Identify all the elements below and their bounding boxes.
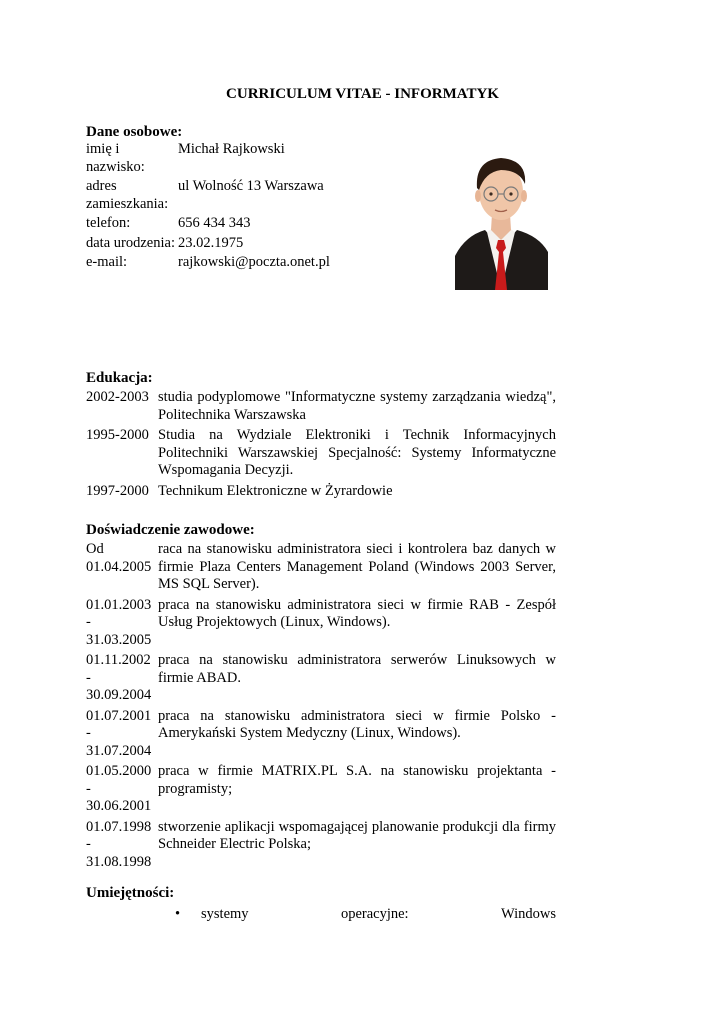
- experience-entry: [86, 652, 556, 705]
- entry-text: praca w firmie MATRIX.PL S.A. na stanowisku projektanta - programisty;: [158, 763, 556, 797]
- personal-label: telefon:: [86, 215, 131, 231]
- personal-value: 23.02.1975: [178, 234, 244, 251]
- entry-text: stworzenie aplikacji wspomagającej planowanie produkcji dla firmy Schneider Electric Polska;: [158, 818, 556, 852]
- personal-value: 656 434 343: [178, 215, 251, 231]
- personal-data: [86, 141, 356, 274]
- experience-heading: Doświadczenie zawodowe:: [86, 522, 255, 538]
- entry-date: 1997-2000: [86, 482, 149, 499]
- education-entry: [86, 483, 556, 501]
- profile-photo: [455, 148, 548, 290]
- personal-row-name: [86, 141, 356, 176]
- entry-text: praca na stanowisku administratora sieci w firmie RAB - Zespół Usług Projektowych (Linux, Windows).: [158, 596, 556, 630]
- personal-label: e-mail:: [86, 254, 128, 270]
- education-list: [86, 389, 556, 503]
- personal-label: data urodzenia:: [86, 234, 175, 251]
- skill-item: [163, 906, 556, 924]
- personal-value: rajkowski@poczta.onet.pl: [178, 254, 330, 270]
- personal-row-phone: [86, 215, 356, 233]
- skill-word: Windows: [500, 906, 556, 922]
- experience-list: [86, 541, 556, 874]
- personal-label: imię i nazwisko:: [86, 141, 145, 175]
- document-title: CURRICULUM VITAE - INFORMATYK: [226, 86, 499, 102]
- entry-text: raca na stanowisku administratora sieci i kontrolera baz danych w firmie Plaza Centers Management Poland (Windows 2003 Server, MS SQL Server).: [158, 541, 556, 592]
- experience-entry: [86, 763, 556, 816]
- entry-text: studia podyplomowe "Informatyczne systemy zarządzania wiedzą", Politechnika Warszawska: [158, 389, 556, 423]
- experience-entry: [86, 597, 556, 650]
- entry-text: Technikum Elektroniczne w Żyrardowie: [158, 482, 393, 499]
- experience-entry: [86, 541, 556, 594]
- entry-date: Od 01.04.2005: [86, 541, 152, 575]
- personal-value: ul Wolność 13 Warszawa: [178, 178, 324, 194]
- education-heading: Edukacja:: [86, 370, 153, 386]
- personal-row-birthdate: [86, 235, 356, 253]
- experience-entry: [86, 819, 556, 872]
- skill-word: systemy: [201, 906, 249, 922]
- education-entry: [86, 427, 556, 480]
- experience-entry: [86, 708, 556, 761]
- skill-word: operacyjne:: [340, 906, 409, 922]
- bullet-icon: •: [175, 906, 181, 922]
- entry-date: 2002-2003: [86, 389, 149, 405]
- entry-date: 01.01.2003 - 31.03.2005: [86, 596, 152, 648]
- entry-text: praca na stanowisku administratora sieci w firmie Polsko - Amerykański System Medyczny (Linux, Windows).: [158, 707, 556, 741]
- skills-list: [163, 906, 556, 924]
- entry-text: Studia na Wydziale Elektroniki i Technik Informacyjnych Politechniki Warszawskiej Specjalność: Systemy Informatyczne Wspomagania Decyzji.: [158, 427, 556, 478]
- education-entry: [86, 389, 556, 424]
- personal-value: Michał Rajkowski: [178, 141, 285, 157]
- personal-row-address: [86, 178, 356, 213]
- entry-date: 01.11.2002 - 30.09.2004: [86, 652, 152, 703]
- entry-date: 01.05.2000 - 30.06.2001: [86, 763, 152, 814]
- entry-date: 01.07.1998 - 31.08.1998: [86, 818, 152, 870]
- skills-heading: Umiejętności:: [86, 885, 175, 901]
- personal-row-email: [86, 254, 356, 272]
- personal-heading: Dane osobowe:: [86, 124, 183, 140]
- personal-label: adres zamieszkania:: [86, 178, 169, 212]
- entry-text: praca na stanowisku administratora serwerów Linuksowych w firmie ABAD.: [158, 652, 556, 686]
- entry-date: 01.07.2001 - 31.07.2004: [86, 707, 152, 759]
- entry-date: 1995-2000: [86, 427, 149, 443]
